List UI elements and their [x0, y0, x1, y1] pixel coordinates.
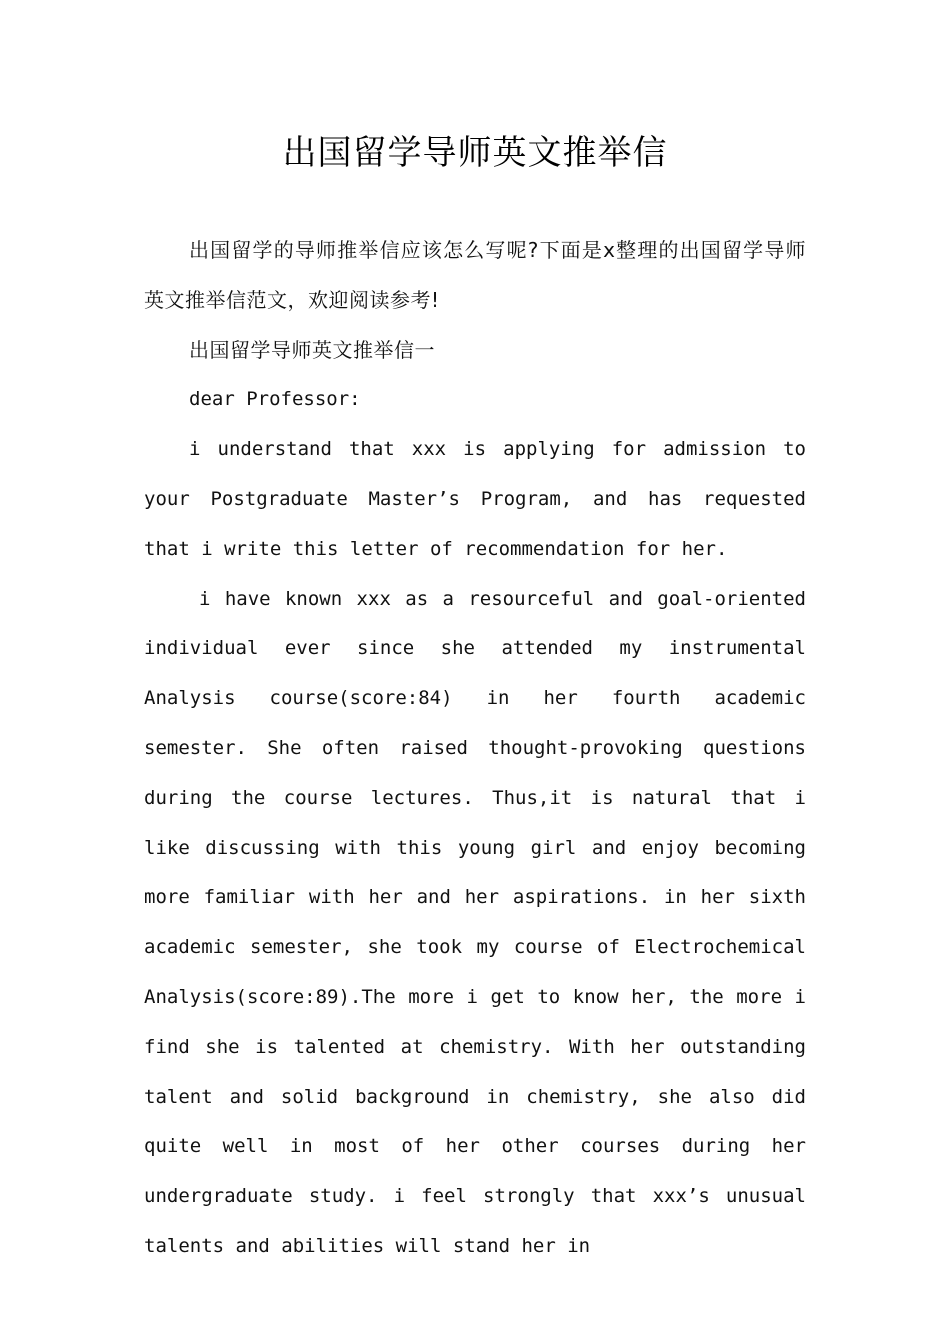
- salutation: dear Professor:: [189, 388, 361, 411]
- document-body: [144, 226, 806, 1272]
- letter-paragraph-1: i understand that xxx is applying for admission to your Postgraduate Master’s Program, and has requested that i write this letter of recommendation for her.: [144, 438, 806, 560]
- letter-paragraph-2: i have known xxx as a resourceful and goal-oriented individual ever since she attended my instrumental Analysis course(score:84) in her fourth academic semester. She often raised thought-provoking questions during the course lectures. Thus,it is natural that i like discussing with this young girl and enjoy becoming more familiar with her and her aspirations. in her sixth academic semester, she took my course of Electrochemical Analysis(score:89).The more i get to know her, the more i find she is talented at chemistry. With her outstanding talent and solid background in chemistry, she also did quite well in most of her other courses during her undergraduate study. i feel strongly that xxx’s unusual talents and abilities will stand her in: [144, 587, 806, 1257]
- intro-paragraph: 出国留学的导师推举信应该怎么写呢?下面是x整理的出国留学导师英文推举信范文，欢迎阅读参考!: [144, 238, 806, 312]
- section-heading: 出国留学导师英文推举信一: [189, 337, 435, 362]
- document-title: 出国留学导师英文推举信: [282, 133, 668, 173]
